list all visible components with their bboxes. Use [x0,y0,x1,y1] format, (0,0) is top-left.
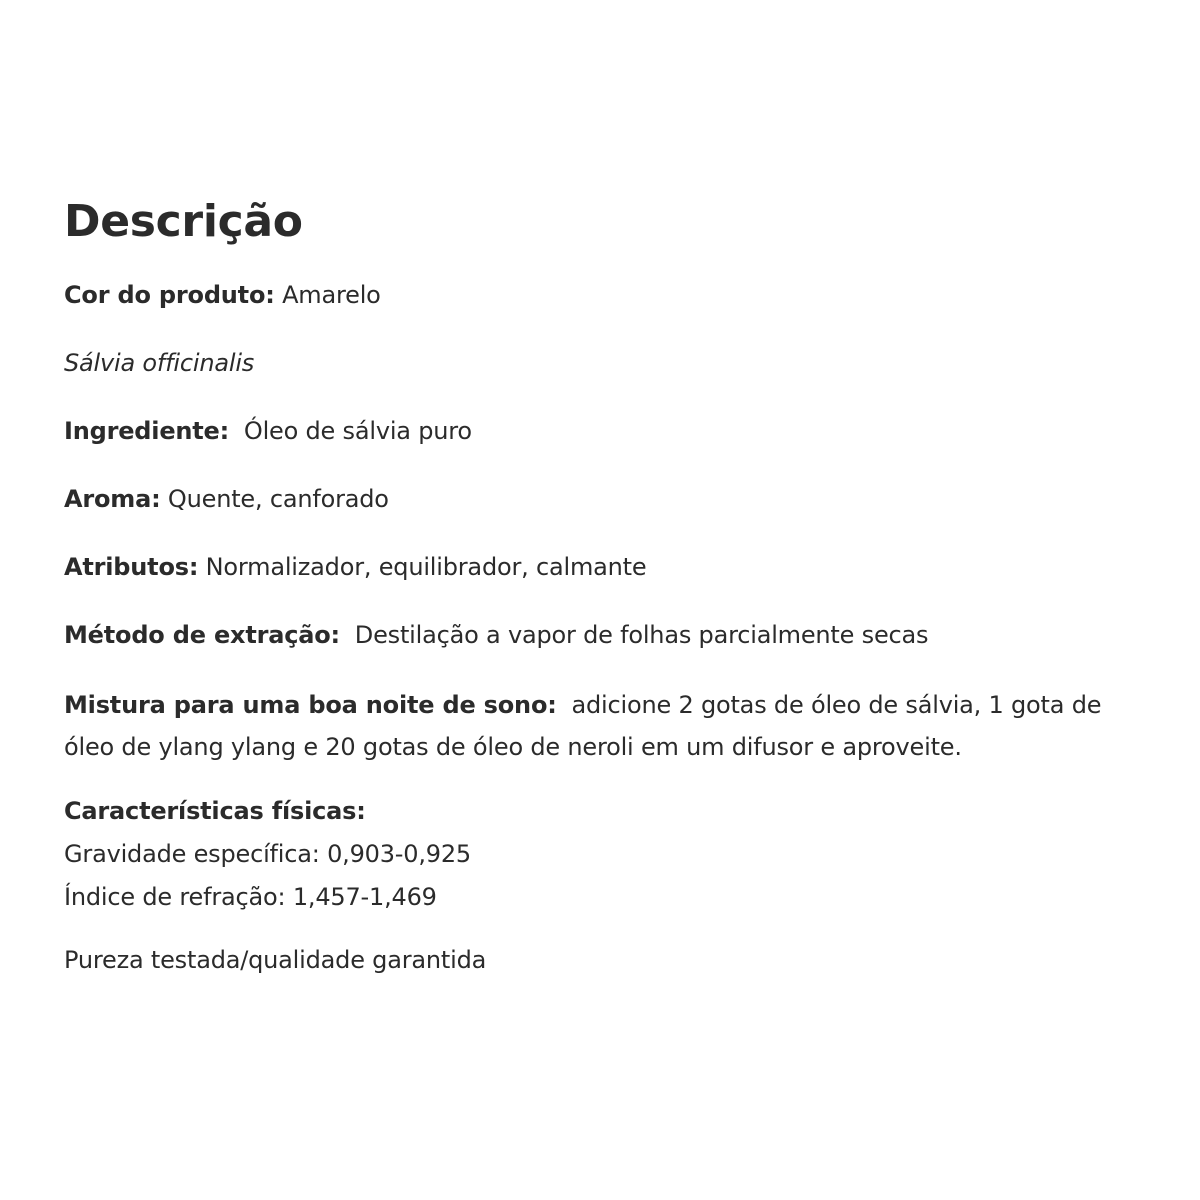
attributes-label: Atributos: [64,553,199,581]
sleep-blend-value: adicione 2 gotas de óleo de sálvia, 1 gota de óleo de ylang ylang e 20 gotas de óleo de neroli em um difusor e aproveite. [64,691,1109,761]
extraction-method-value: Destilação a vapor de folhas parcialmente secas [339,621,929,649]
aroma-value: Quente, canforado [160,485,389,513]
specific-gravity: Gravidade específica: 0,903-0,925 [64,840,471,868]
description-section [64,190,1144,1009]
attributes-value: Normalizador, equilibrador, calmante [198,553,647,581]
ingredient-line [64,412,1144,450]
product-color-label: Cor do produto: [64,281,275,309]
sleep-blend-line [64,684,1144,768]
attributes-line [64,548,1144,586]
aroma-line [64,480,1144,518]
physical-characteristics-label: Características físicas: [64,797,366,825]
ingredient-label: Ingrediente: [64,417,230,445]
extraction-method-line [64,616,1144,654]
purity-line: Pureza testada/qualidade garantida [64,946,487,974]
sleep-blend-label: Mistura para uma boa noite de sono: [64,691,557,719]
product-color-value: Amarelo [274,281,381,309]
aroma-label: Aroma: [64,485,161,513]
product-color-line [64,276,1144,314]
refraction-index: Índice de refração: 1,457-1,469 [64,883,437,911]
extraction-method-label: Método de extração: [64,621,340,649]
latin-name [64,344,1144,382]
latin-name-text: Sálvia officinalis [64,349,255,377]
physical-characteristics [64,790,1144,919]
page-title: Descrição [64,196,303,247]
ingredient-value: Óleo de sálvia puro [229,417,472,445]
